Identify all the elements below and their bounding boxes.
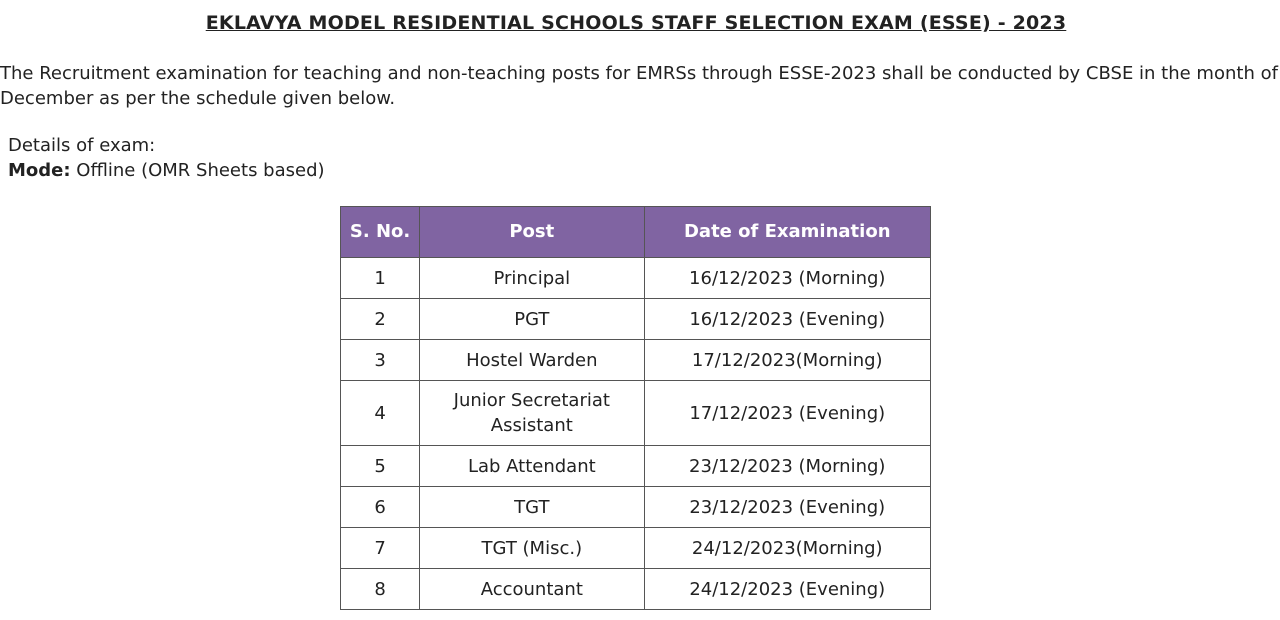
cell-post: Lab Attendant bbox=[420, 446, 644, 487]
cell-post: TGT (Misc.) bbox=[420, 528, 644, 569]
cell-post: Junior Secretariat Assistant bbox=[420, 381, 644, 446]
cell-post: Accountant bbox=[420, 569, 644, 610]
cell-sno: 1 bbox=[341, 258, 420, 299]
cell-date: 16/12/2023 (Morning) bbox=[644, 258, 931, 299]
intro-paragraph: The Recruitment examination for teaching and non-teaching posts for EMRSs through ESSE-2023 shall be conducted by CBSE in the month of December as per the schedule given below. bbox=[0, 63, 1278, 109]
cell-sno: 6 bbox=[341, 487, 420, 528]
table-row bbox=[341, 528, 931, 569]
mode-value: Offline (OMR Sheets based) bbox=[70, 160, 325, 181]
table-row bbox=[341, 340, 931, 381]
cell-post: PGT bbox=[420, 299, 644, 340]
cell-sno: 3 bbox=[341, 340, 420, 381]
table-header-row bbox=[341, 207, 931, 258]
cell-sno: 4 bbox=[341, 381, 420, 446]
table-row bbox=[341, 446, 931, 487]
table-row bbox=[341, 258, 931, 299]
cell-date: 17/12/2023 (Evening) bbox=[644, 381, 931, 446]
cell-sno: 7 bbox=[341, 528, 420, 569]
cell-date: 23/12/2023 (Morning) bbox=[644, 446, 931, 487]
cell-sno: 5 bbox=[341, 446, 420, 487]
cell-post: Hostel Warden bbox=[420, 340, 644, 381]
exam-details bbox=[8, 133, 325, 183]
table-row bbox=[341, 487, 931, 528]
table-row bbox=[341, 569, 931, 610]
details-heading: Details of exam: bbox=[8, 135, 156, 156]
mode-label: Mode: bbox=[8, 160, 71, 181]
header-post: Post bbox=[420, 207, 644, 258]
cell-date: 17/12/2023(Morning) bbox=[644, 340, 931, 381]
cell-post: Principal bbox=[420, 258, 644, 299]
table-row bbox=[341, 299, 931, 340]
cell-date: 23/12/2023 (Evening) bbox=[644, 487, 931, 528]
header-sno: S. No. bbox=[341, 207, 420, 258]
page-title: EKLAVYA MODEL RESIDENTIAL SCHOOLS STAFF SELECTION EXAM (ESSE) - 2023 bbox=[205, 12, 1067, 34]
cell-sno: 8 bbox=[341, 569, 420, 610]
cell-post: TGT bbox=[420, 487, 644, 528]
cell-date: 24/12/2023 (Evening) bbox=[644, 569, 931, 610]
cell-sno: 2 bbox=[341, 299, 420, 340]
header-date: Date of Examination bbox=[644, 207, 931, 258]
mode-line bbox=[8, 158, 325, 183]
table-row bbox=[341, 381, 931, 446]
exam-schedule-table bbox=[340, 206, 931, 610]
cell-date: 16/12/2023 (Evening) bbox=[644, 299, 931, 340]
cell-date: 24/12/2023(Morning) bbox=[644, 528, 931, 569]
